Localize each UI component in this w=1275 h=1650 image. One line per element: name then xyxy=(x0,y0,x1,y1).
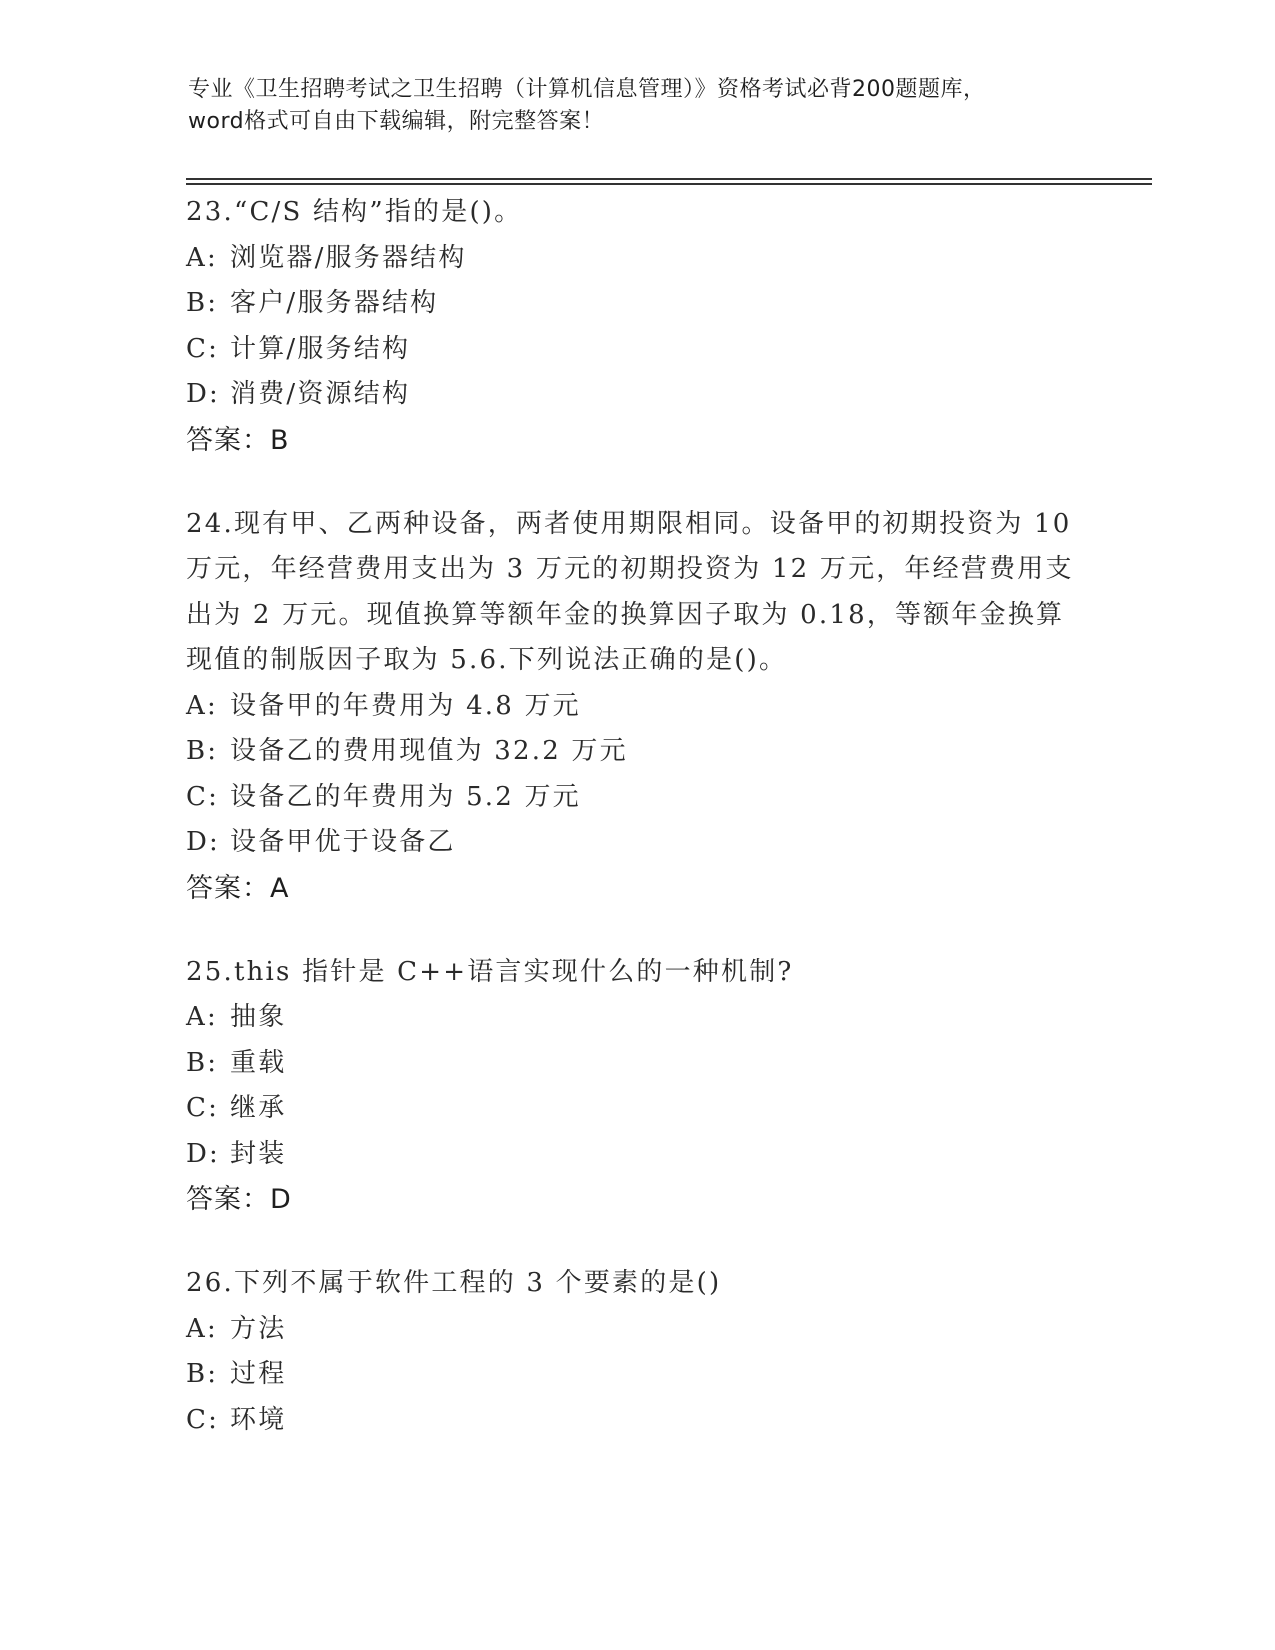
option-a xyxy=(186,1307,1086,1353)
option-a xyxy=(186,236,1086,282)
option-key: D: xyxy=(186,827,221,857)
option-text: 重载 xyxy=(230,1047,287,1078)
option-key: A: xyxy=(186,242,218,273)
option-c xyxy=(186,775,1086,821)
option-a xyxy=(186,995,1086,1041)
option-b xyxy=(186,1352,1086,1398)
question-23 xyxy=(186,190,1086,464)
option-key: C: xyxy=(186,781,220,812)
option-d xyxy=(186,820,1086,866)
option-key: A: xyxy=(186,690,218,721)
answer-line: 答案：A xyxy=(186,872,290,904)
option-b xyxy=(186,729,1086,775)
option-text: 浏览器/服务器结构 xyxy=(230,242,467,273)
option-text: 方法 xyxy=(230,1313,287,1344)
option-key: A: xyxy=(186,1002,218,1032)
option-key: C: xyxy=(186,333,220,364)
option-c xyxy=(186,327,1086,373)
option-d xyxy=(186,372,1086,418)
option-text: 客户/服务器结构 xyxy=(230,288,439,318)
header-divider-top xyxy=(186,178,1152,180)
option-key: B: xyxy=(186,1047,219,1078)
option-text: 设备乙的年费用为 5.2 万元 xyxy=(230,781,581,812)
option-text: 设备甲优于设备乙 xyxy=(230,827,456,857)
option-text: 环境 xyxy=(230,1404,287,1435)
option-key: C: xyxy=(186,1404,220,1435)
question-25 xyxy=(186,950,1086,1224)
question-stem: 26.下列不属于软件工程的 3 个要素的是() xyxy=(186,1268,722,1298)
question-list xyxy=(186,190,1086,1481)
option-text: 继承 xyxy=(230,1093,287,1123)
question-24 xyxy=(186,502,1086,912)
option-a xyxy=(186,684,1086,730)
option-text: 计算/服务结构 xyxy=(230,333,411,364)
option-b xyxy=(186,281,1086,327)
answer-line: 答案：B xyxy=(186,424,290,456)
option-text: 抽象 xyxy=(230,1002,287,1032)
option-b xyxy=(186,1041,1086,1087)
option-text: 设备乙的费用现值为 32.2 万元 xyxy=(230,736,628,766)
option-key: B: xyxy=(186,288,219,318)
header-divider-bottom xyxy=(186,183,1152,185)
option-key: C: xyxy=(186,1093,220,1123)
option-key: A: xyxy=(186,1313,218,1344)
question-stem: 25.this 指针是 C++语言实现什么的一种机制? xyxy=(186,956,794,987)
option-text: 设备甲的年费用为 4.8 万元 xyxy=(230,690,581,721)
document-header xyxy=(188,74,1088,138)
header-line-2: word格式可自由下载编辑，附完整答案！ xyxy=(188,109,605,134)
question-26 xyxy=(186,1261,1086,1443)
option-text: 消费/资源结构 xyxy=(230,379,411,409)
answer-line: 答案：D xyxy=(186,1184,292,1215)
option-d xyxy=(186,1132,1086,1178)
question-stem: 23.“C/S 结构”指的是()。 xyxy=(186,197,523,227)
option-key: B: xyxy=(186,736,219,766)
option-text: 封装 xyxy=(230,1138,287,1169)
option-c xyxy=(186,1086,1086,1132)
option-key: D: xyxy=(186,1138,221,1169)
question-stem: 24.现有甲、乙两种设备，两者使用期限相同。设备甲的初期投资为 10 万元，年经营费用支出为 3 万元的初期投资为 12 万元，年经营费用支出为 2 万元。现值换算等额年金的换算因子取为 0.18，等额年金换算现值的制版因子取为 5.6.下列说法正确的是()。 xyxy=(186,508,1074,675)
option-c xyxy=(186,1398,1086,1444)
option-text: 过程 xyxy=(230,1359,287,1389)
option-key: D: xyxy=(186,379,221,409)
header-line-1: 专业《卫生招聘考试之卫生招聘（计算机信息管理）》资格考试必背200题题库， xyxy=(188,77,986,102)
option-key: B: xyxy=(186,1359,219,1389)
